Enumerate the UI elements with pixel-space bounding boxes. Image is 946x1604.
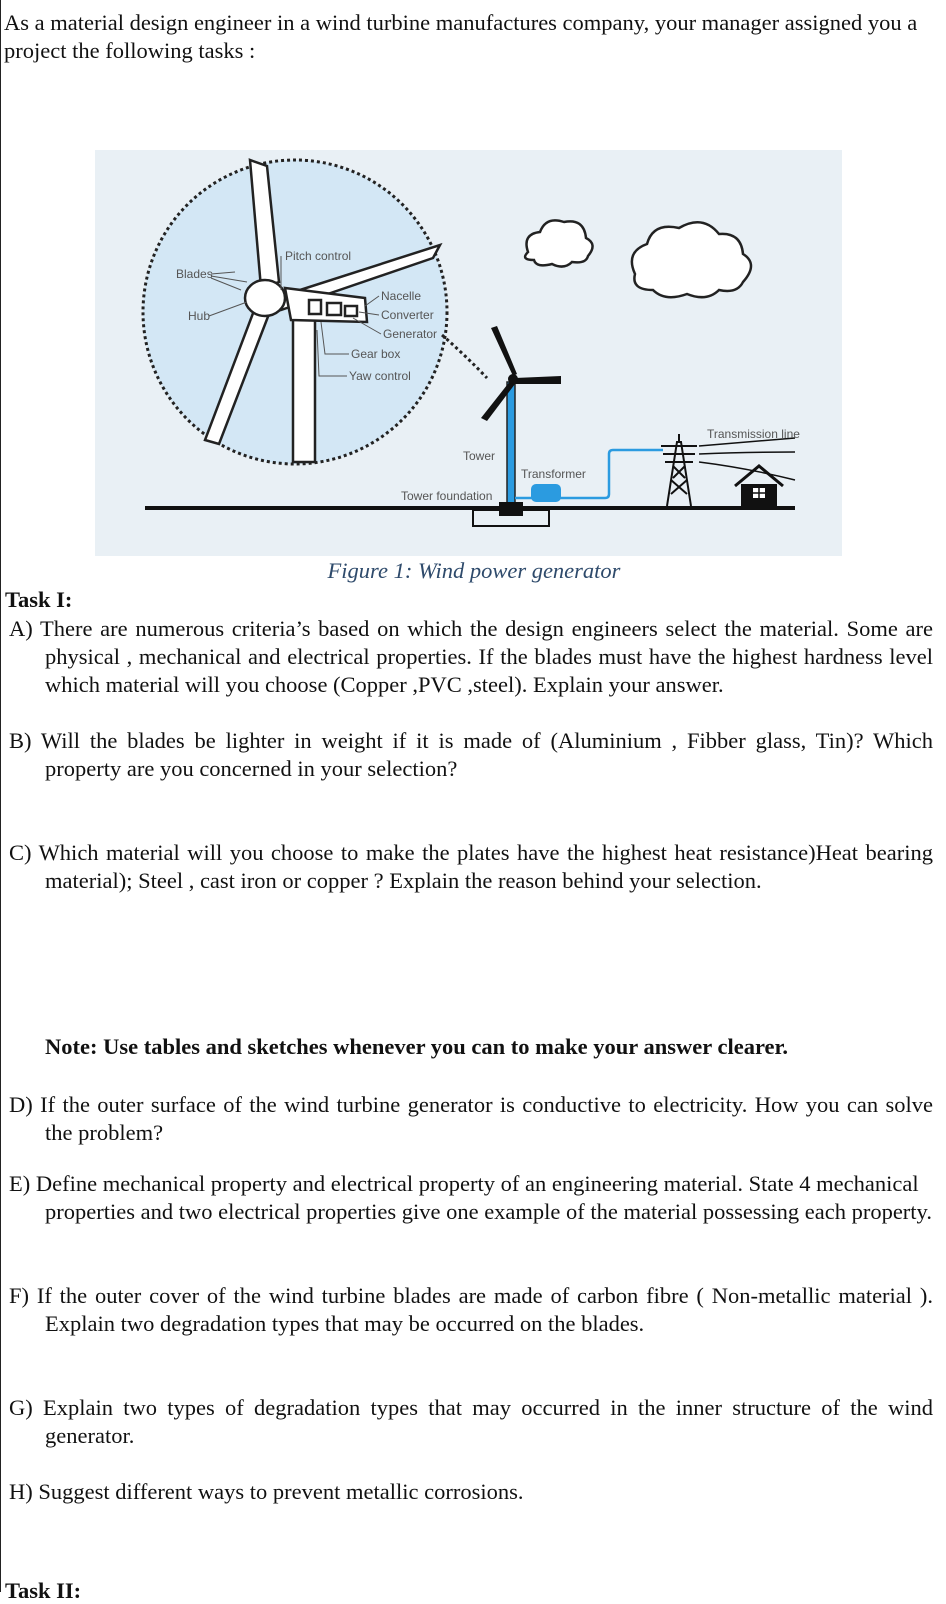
label-transmission-line: Transmission line bbox=[707, 427, 800, 441]
question-b: B) Will the blades be lighter in weight if it is made of (Aluminium , Fibber glass, Tin)? Which property are you concerned in your selection? bbox=[9, 728, 933, 781]
label-yaw-control: Yaw control bbox=[349, 369, 411, 383]
label-blades: Blades bbox=[176, 267, 213, 281]
question-a: A) There are numerous criteria’s based on which the design engineers select the material. Some are physical , mechanical and electrical properties. If the blades must have the highest hardness level which material will you choose (Copper ,PVC ,steel). Explain your answer. bbox=[9, 616, 933, 697]
figure-caption: Figure 1: Wind power generator bbox=[327, 558, 621, 583]
question-e: E) Define mechanical property and electrical property of an engineering material. State 4 mechanical properties and two electrical properties give one example of the material possessing each property. bbox=[9, 1171, 932, 1224]
question-d: D) If the outer surface of the wind turbine generator is conductive to electricity. How you can solve the problem? bbox=[9, 1092, 933, 1145]
note: Note: Use tables and sketches whenever you can to make your answer clearer. bbox=[45, 1034, 789, 1059]
task-i-heading: Task I: bbox=[5, 587, 73, 612]
label-hub: Hub bbox=[188, 309, 211, 323]
task-ii-heading-partial: Task II: bbox=[5, 1578, 82, 1603]
wind-turbine-figure bbox=[95, 150, 842, 556]
label-transformer: Transformer bbox=[521, 467, 586, 481]
label-tower: Tower bbox=[463, 449, 496, 463]
transformer-box bbox=[531, 484, 561, 502]
intro-paragraph: As a material design engineer in a wind turbine manufactures company, your manager assigned you a project the following tasks : bbox=[4, 10, 918, 63]
label-tower-foundation: Tower foundation bbox=[401, 489, 493, 503]
question-h: H) Suggest different ways to prevent metallic corrosions. bbox=[9, 1479, 524, 1504]
question-g: G) Explain two types of degradation types that may occurred in the inner structure of the wind generator. bbox=[9, 1395, 933, 1448]
label-nacelle: Nacelle bbox=[381, 289, 422, 303]
question-c: C) Which material will you choose to make the plates have the highest heat resistance)Heat bearing material); Steel , cast iron or copper ? Explain the reason behind your selection. bbox=[9, 840, 933, 893]
label-gear-box: Gear box bbox=[351, 347, 401, 361]
question-f: F) If the outer cover of the wind turbine blades are made of carbon fibre ( Non-metallic material ). Explain two degradation types that may be occurred on the blades. bbox=[9, 1283, 933, 1336]
label-generator: Generator bbox=[383, 327, 438, 341]
label-converter: Converter bbox=[381, 308, 434, 322]
label-pitch-control: Pitch control bbox=[285, 249, 352, 263]
